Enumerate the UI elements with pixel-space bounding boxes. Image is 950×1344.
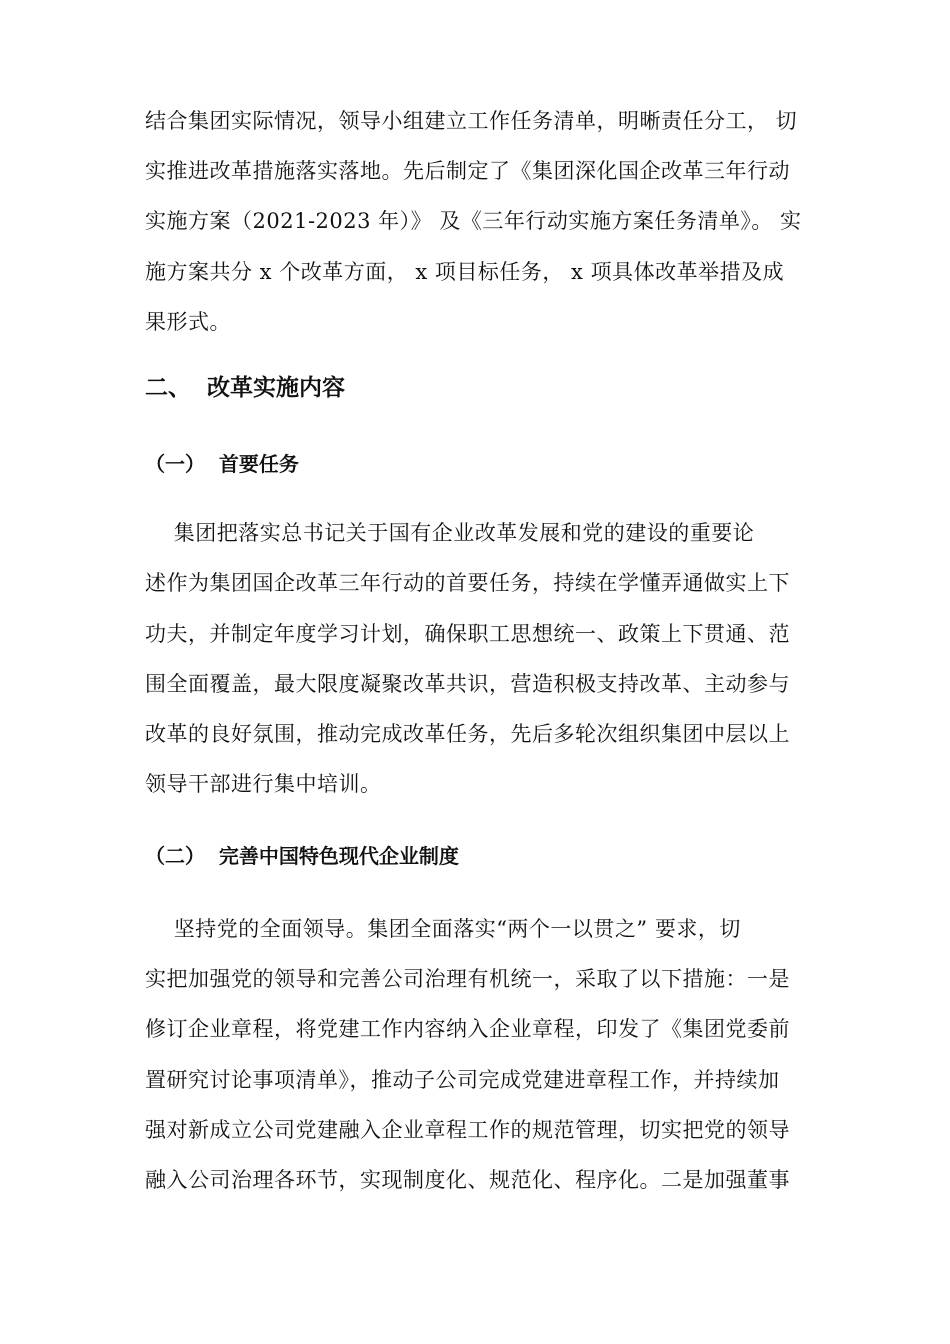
text-line: 坚持党的全面领导。集团全面落实“两个一以贯之” 要求，切: [145, 917, 741, 941]
text-line: 集团把落实总书记关于国有企业改革发展和党的建设的重要论: [145, 521, 755, 545]
text-line: 述作为集团国企改革三年行动的首要任务，持续在学懂弄通做实上下: [145, 571, 790, 595]
text-line: 改革的良好氛围，推动完成改革任务，先后多轮次组织集团中层以上: [145, 722, 790, 746]
text-line: 功夫，并制定年度学习计划，确保职工思想统一、政策上下贯通、范: [145, 622, 790, 646]
text-line: 实施方案（2021-2023 年）》 及《三年行动实施方案任务清单》。 实: [145, 209, 802, 233]
text-line: 围全面覆盖，最大限度凝聚改革共识，营造积极支持改革、主动参与: [145, 672, 790, 696]
text-line: 置研究讨论事项清单》，推动子公司完成党建进章程工作，并持续加: [145, 1068, 780, 1092]
subsection-heading: （二） 完善中国特色现代企业制度: [145, 844, 459, 868]
text-line: 修订企业章程，将党建工作内容纳入企业章程，印发了《集团党委前: [145, 1017, 790, 1041]
text-line: 领导干部进行集中培训。: [145, 772, 382, 796]
subsection-heading: （一） 首要任务: [145, 452, 299, 476]
text-line: 强对新成立公司党建融入企业章程工作的规范管理，切实把党的领导: [145, 1118, 790, 1142]
text-line: 施方案共分 x 个改革方面， x 项目标任务， x 项具体改革举措及成: [145, 260, 785, 284]
section-heading: 二、 改革实施内容: [145, 375, 346, 401]
text-line: 结合集团实际情况，领导小组建立工作任务清单，明晰责任分工， 切: [145, 109, 798, 133]
text-line: 融入公司治理各环节，实现制度化、规范化、程序化。二是加强董事: [145, 1168, 790, 1192]
text-line: 果形式。: [145, 310, 231, 334]
text-line: 实推进改革措施落实落地。先后制定了《集团深化国企改革三年行动: [145, 159, 790, 183]
text-line: 实把加强党的领导和完善公司治理有机统一，采取了以下措施：一是: [145, 967, 790, 991]
